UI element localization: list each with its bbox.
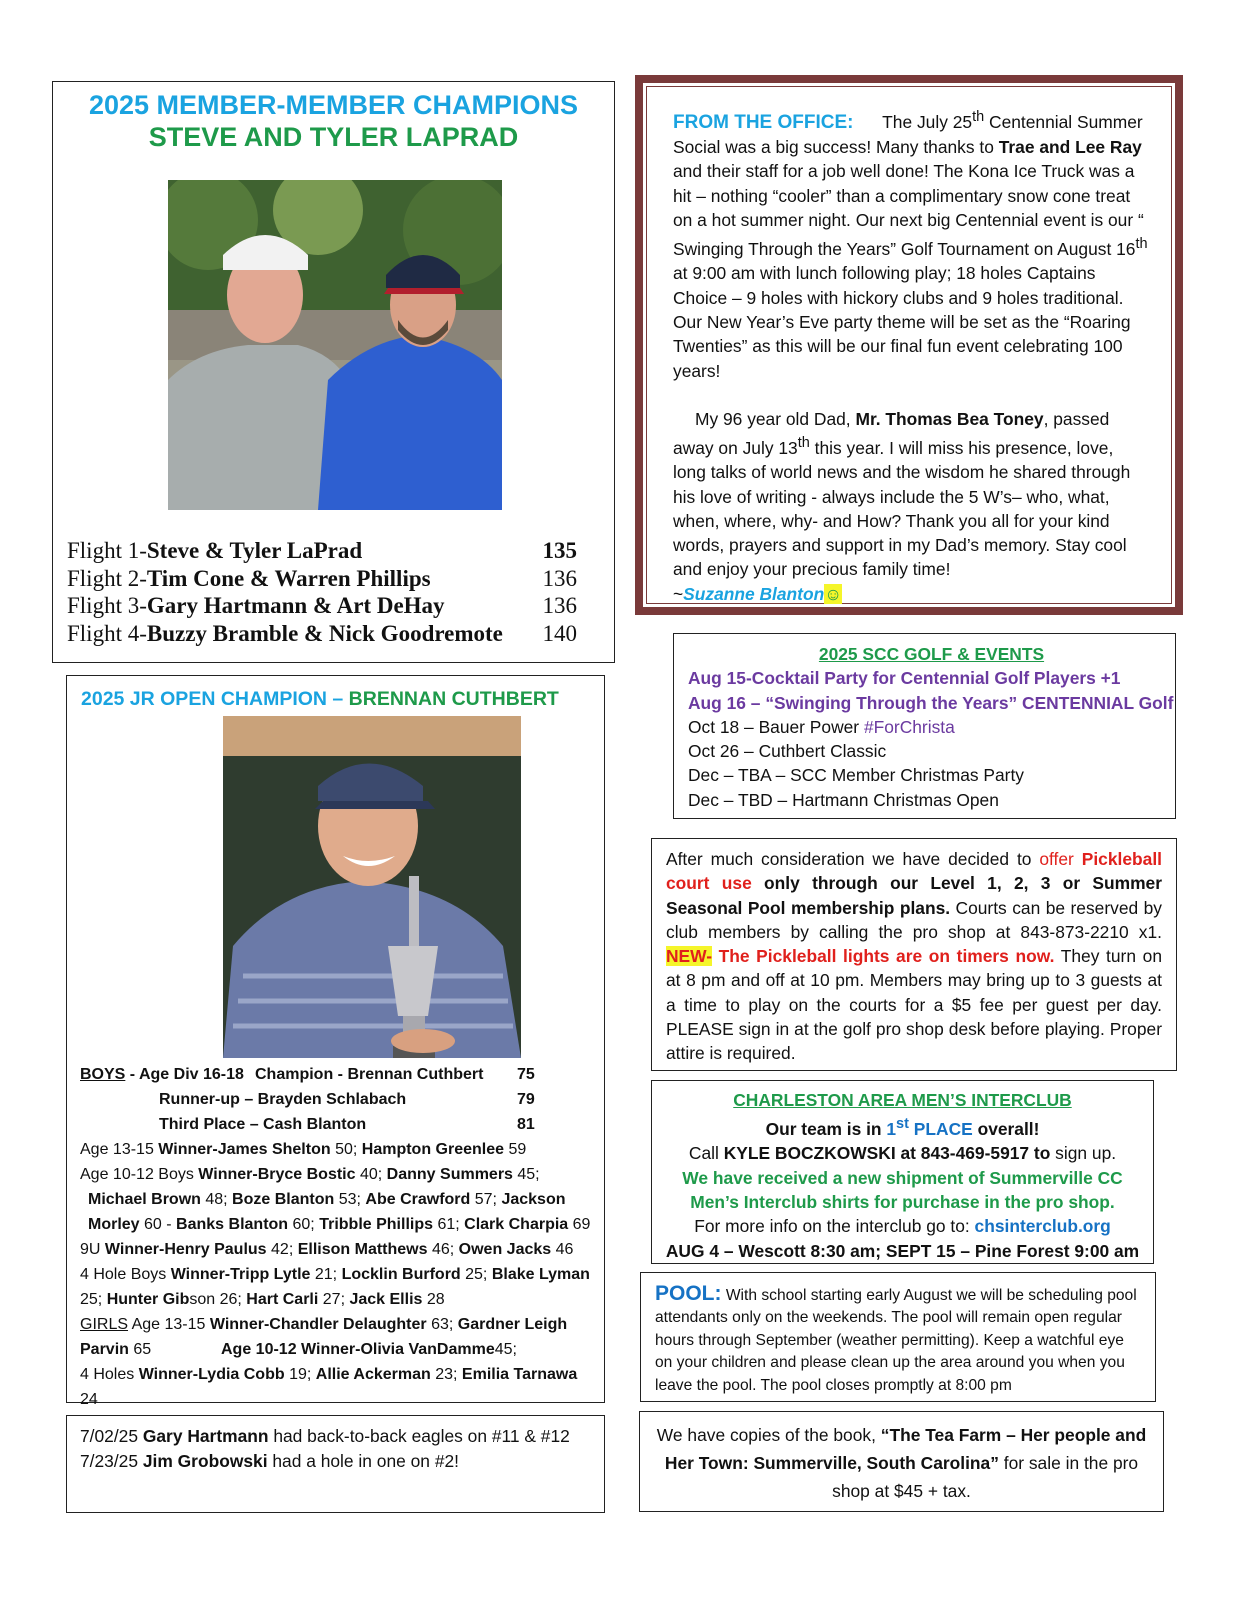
t: overall! [972, 1119, 1040, 1140]
t: 45; [494, 1341, 517, 1358]
office-signature: Suzanne Blanton [683, 583, 825, 604]
t: 23; [430, 1366, 462, 1383]
event-item: Dec – TBD – Hartmann Christmas Open [688, 789, 999, 810]
interclub-line [660, 1214, 1145, 1238]
flight-results [67, 537, 577, 647]
interclub-box [651, 1080, 1154, 1264]
third-place: Third Place – Cash Blanton [159, 1116, 367, 1133]
flight-row [67, 620, 577, 648]
pickle-text: They turn on at 8 pm and off at 10 pm. Members may bring up to 3 guests at a time to play on the courts for a $5 fee per guest per day. PLEASE sign in at the golf pro shop desk before playing. Proper attire is required. [666, 946, 1162, 1064]
office-text: and their staff for a job well done! The Kona Ice Truck was a hit – nothing “cooler” than a complimentary snow cone treat on a hot summer night. Our next big Centennial event is our “ Swinging Through the Years” Golf Tournament on August 16 [673, 161, 1144, 260]
member-member-title: 2025 MEMBER-MEMBER CHAMPIONS [88, 90, 579, 120]
t: 53; [334, 1191, 366, 1208]
flight-prefix: Flight 4- [67, 620, 147, 646]
jr-results [80, 1062, 595, 1412]
pickle-highlight: The Pickleball lights are on timers now. [712, 946, 1055, 967]
boys-div: - Age Div 16-18 [125, 1066, 244, 1083]
flight-names: Gary Hartmann & Art DeHay [146, 593, 445, 618]
pool-box [640, 1272, 1156, 1402]
score: 79 [517, 1091, 535, 1108]
runner-up: Runner-up – Brayden Schlabach [159, 1091, 407, 1108]
t: Blake Lyman [491, 1266, 590, 1283]
flight-names: Tim Cone & Warren Phillips [146, 565, 431, 591]
event-item: Oct 26 – Cuthbert Classic [688, 741, 887, 762]
event-item: Aug 16 – “Swinging Through the Years” CENTENNIAL Golf [688, 692, 1174, 713]
events-box [673, 633, 1176, 819]
t: had a hole in one on #2! [267, 1451, 459, 1471]
t: Abe Crawford [365, 1191, 471, 1208]
result-line [80, 1287, 595, 1312]
office-paragraph-1 [673, 105, 1149, 383]
flight-score: 140 [542, 620, 577, 646]
t: 48; [200, 1191, 233, 1208]
t: 45; [512, 1166, 540, 1183]
flight-row [67, 565, 577, 593]
pool-text: With school starting early August we will be scheduling pool attendants only on the weekends. The pool will remain open regular hours through September (weather permitting). Keep a watchful eye on your children and please clean up the area around you when you leave the pool. The pool closes promptly at 8:00 pm [655, 1287, 1137, 1394]
event-item [688, 715, 1175, 739]
interclub-line [660, 1112, 1145, 1141]
t: Allie Ackerman [315, 1366, 431, 1383]
result-line [80, 1187, 595, 1212]
t: Call [688, 1143, 724, 1164]
t: 21; [310, 1266, 342, 1283]
t: Jackson [501, 1191, 566, 1208]
t: Winner-Lydia Cobb [138, 1366, 285, 1383]
flight-row [67, 537, 577, 565]
t: Gary Hartmann [142, 1426, 269, 1446]
t: PLACE [908, 1119, 973, 1140]
pickleball-box [651, 838, 1177, 1071]
t: Gardner Leigh [457, 1316, 568, 1333]
t: for sale in the pro shop at $45 + tax. [832, 1453, 1139, 1501]
jr-title-a: 2025 JR OPEN CHAMPION – [81, 688, 349, 710]
t: 25; [460, 1266, 492, 1283]
book-title: “The Tea Farm – Her people and Her Town: Summerville, South Carolina” [664, 1425, 1147, 1473]
office-sup: th [1135, 236, 1148, 253]
flight-row [67, 592, 577, 620]
t: GIRLS [80, 1316, 129, 1333]
event-text: Oct 18 – Bauer Power [688, 716, 864, 737]
t: For more info on the interclub go to: [694, 1216, 975, 1237]
t: 42; [266, 1241, 298, 1258]
t: Jim Grobowski [142, 1451, 268, 1471]
champion: Champion - Brennan Cuthbert [255, 1066, 484, 1083]
result-row [80, 1087, 595, 1112]
t: 19; [284, 1366, 316, 1383]
office-signature-line [673, 582, 1149, 606]
t: Danny Summers [386, 1166, 513, 1183]
member-member-box [52, 81, 615, 663]
result-row [80, 1112, 595, 1137]
office-text: The July 25 [882, 111, 973, 132]
office-box [635, 75, 1183, 615]
t: 24 [80, 1391, 98, 1408]
event-item: Dec – TBA – SCC Member Christmas Party [688, 765, 1024, 786]
t: 9U [80, 1241, 105, 1258]
score: 75 [517, 1066, 535, 1083]
champions-photo [168, 180, 502, 510]
office-text: , passed away on July 13 [673, 408, 1110, 458]
office-sup: th [972, 109, 985, 125]
t: 7/02/25 [80, 1426, 143, 1446]
result-line [80, 1237, 595, 1262]
jr-champion-photo [223, 716, 521, 1058]
t: 27; [318, 1291, 350, 1308]
t: 65 [128, 1341, 152, 1358]
office-text: Centennial Summer Social was a big success! Many thanks to [673, 111, 1143, 158]
t: 7/23/25 [80, 1451, 143, 1471]
pool-title: POOL: [655, 1282, 722, 1305]
t: 1 [886, 1119, 897, 1140]
office-text: My 96 year old Dad, [695, 408, 856, 429]
t: 61; [433, 1216, 465, 1233]
achievements-box [66, 1415, 605, 1513]
pickle-text: offer [1039, 849, 1082, 869]
flight-prefix: Flight 2- [67, 565, 147, 591]
flight-score: 136 [542, 565, 577, 591]
t: had back-to-back eagles on #11 & #12 [268, 1426, 570, 1446]
event-item: Aug 15-Cocktail Party for Centennial Golf Players +1 [688, 668, 1121, 689]
t: Winner-Henry Paulus [104, 1241, 267, 1258]
t: We have copies of the book, [656, 1425, 881, 1445]
achievement-line [80, 1424, 592, 1449]
t: Winner-Bryce Bostic [198, 1166, 356, 1183]
t: Winner-James Shelton [158, 1141, 331, 1158]
tilde: ~ [673, 583, 684, 604]
t: Winner-Chandler Delaughter [209, 1316, 427, 1333]
office-text: this year. I will miss his presence, love, long talks of world news and the wisdom he shared through his love of writing - always include the 5 W’s– who, what, when, where, why- and How? Thank you all for your kind words, prayers and support in my Dad’s memory. Stay cool and enjoy your precious family time! [673, 437, 1131, 580]
pickle-bold: only through our Level 1, 2, 3 or Summer Seasonal Pool membership plans. [666, 873, 1162, 918]
t: Age 10-12 Winner-Olivia VanDamme [221, 1341, 495, 1358]
office-text: at 9:00 am with lunch following play; 18 holes Captains Choice – 9 holes with hickory clubs and 9 holes traditional. Our New Year’s Eve party theme will be set as the “Roaring Twenties” as this will be our final fun event celebrating 100 years! [673, 263, 1131, 381]
jr-title-b: BRENNAN CUTHBERT [348, 688, 559, 710]
jr-open-box [66, 675, 605, 1408]
t: 57; [470, 1191, 502, 1208]
event-hashtag: #ForChrista [863, 716, 955, 737]
t: Age 10-12 Boys [80, 1166, 199, 1183]
t: son 26; [189, 1291, 247, 1308]
t: Morley [88, 1216, 140, 1233]
t: Boze Blanton [232, 1191, 335, 1208]
flight-names: Buzzy Bramble & Nick Goodremote [146, 620, 503, 646]
office-heading: FROM THE OFFICE: [673, 111, 854, 133]
result-line [80, 1212, 595, 1237]
t: Winner-Tripp Lytle [170, 1266, 311, 1283]
pickle-highlight: Pickleball court use [666, 849, 1162, 894]
new-badge: NEW- [666, 946, 713, 967]
flight-prefix: Flight 1- [67, 538, 147, 563]
t: KYLE BOCZKOWSKI at 843-469-5917 to [723, 1143, 1051, 1164]
t: 50; [330, 1141, 362, 1158]
result-line [80, 1137, 595, 1162]
flight-prefix: Flight 3- [67, 593, 147, 618]
t: st [896, 1116, 909, 1133]
t: 59 [504, 1141, 527, 1158]
events-title: 2025 SCC GOLF & EVENTS [818, 644, 1045, 664]
t: 4 Hole Boys [80, 1266, 171, 1283]
t: Our team is in [765, 1119, 887, 1140]
t: 46 [551, 1241, 574, 1258]
t: 60 - [139, 1216, 177, 1233]
office-paragraph-2 [673, 407, 1149, 582]
t: Locklin Burford [341, 1266, 461, 1283]
t: 63; [426, 1316, 458, 1333]
office-inner [646, 86, 1172, 604]
t: Banks Blanton [176, 1216, 289, 1233]
t: Emilia Tarnawa [461, 1366, 578, 1383]
t: Ellison Matthews [297, 1241, 428, 1258]
office-sup: th [797, 435, 810, 452]
flight-score: 135 [542, 538, 577, 563]
t: Hunter Gib [106, 1291, 190, 1308]
achievement-line [80, 1449, 592, 1474]
t: Michael Brown [88, 1191, 201, 1208]
office-bold: Trae and Lee Ray [998, 137, 1142, 158]
t: Hart Carli [246, 1291, 319, 1308]
result-line [80, 1162, 595, 1187]
interclub-title: CHARLESTON AREA MEN’S INTERCLUB [733, 1090, 1072, 1110]
flight-names: Steve & Tyler LaPrad [146, 538, 363, 563]
smiley-icon: ☺ [824, 583, 842, 604]
flight-score: 136 [542, 593, 577, 618]
t: 4 Holes [80, 1366, 139, 1383]
t: Parvin [80, 1341, 129, 1358]
t: Tribble Phillips [319, 1216, 433, 1233]
result-line [80, 1262, 595, 1287]
t: Owen Jacks [458, 1241, 552, 1258]
pickle-text: Courts can be reserved by club members by calling the pro shop at 843-873-2210 x1. [666, 897, 1162, 942]
t: Age 13-15 [128, 1316, 210, 1333]
t: sign up. [1050, 1143, 1117, 1164]
pickle-text: After much consideration we have decided to [666, 849, 1040, 869]
t: 60; [288, 1216, 320, 1233]
t: 40; [355, 1166, 387, 1183]
result-line [80, 1337, 595, 1362]
t: 46; [427, 1241, 459, 1258]
jr-open-title [81, 688, 559, 711]
interclub-schedule: AUG 4 – Wescott 8:30 am; SEPT 15 – Pine Forest 9:00 am [665, 1240, 1140, 1261]
t: Age 13-15 [80, 1141, 159, 1158]
result-line [80, 1362, 595, 1412]
t: Hampton Greenlee [361, 1141, 505, 1158]
book-box [639, 1411, 1164, 1512]
interclub-line [660, 1141, 1145, 1165]
score: 81 [517, 1116, 535, 1133]
t: 28 [422, 1291, 445, 1308]
t: 25; [80, 1291, 107, 1308]
boys-label: BOYS [80, 1066, 126, 1083]
result-row [80, 1062, 595, 1087]
interclub-link[interactable]: chsinterclub.org [974, 1216, 1111, 1237]
t: Clark Charpia [464, 1216, 569, 1233]
t: 69 [568, 1216, 591, 1233]
member-member-subtitle: STEVE AND TYLER LAPRAD [148, 122, 519, 152]
t: Jack Ellis [349, 1291, 423, 1308]
office-bold: Mr. Thomas Bea Toney [855, 408, 1044, 429]
result-line [80, 1312, 595, 1337]
interclub-shirts: We have received a new shipment of Summerville CC Men’s Interclub shirts for purchase in the pro shop. [682, 1167, 1123, 1212]
